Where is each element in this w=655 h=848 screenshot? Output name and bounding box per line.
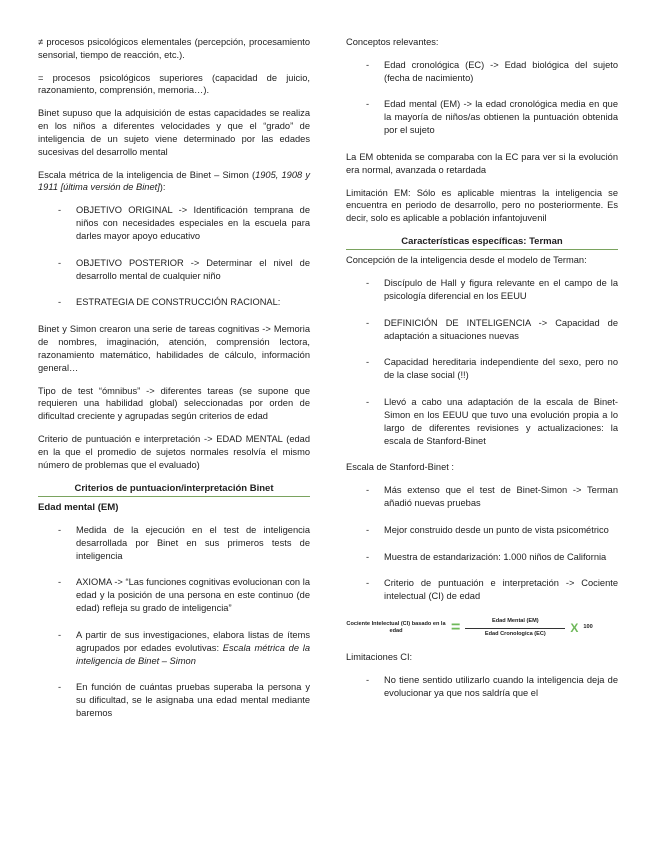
list-item: - No tiene sentido utilizarlo cuando la inteligencia deja de evolucionar ya que nos saldría que el [346, 674, 618, 700]
stanford-binet-list [346, 484, 618, 603]
formula-times-sign: X [570, 620, 579, 635]
paragraph-relevant-concepts: Conceptos relevantes: [346, 37, 439, 47]
list-item: - OBJETIVO ORIGINAL -> Identificación temprana de niños con necesidades especiales en la escuela para darles mayor apoyo educativo [38, 204, 310, 242]
paragraph-stanford-binet: Escala de Stanford-Binet : [346, 462, 455, 473]
list-item: - Llevó a cabo una adaptación de la escala de Binet-Simon en los EEUU que tuvo una evolución propia a lo largo de diferentes revisiones y actualizaciones: la escala de Stanford-Binet [346, 396, 618, 447]
concepts-list [346, 59, 618, 137]
section-heading-terman: Características específicas: Terman [346, 235, 618, 250]
paragraph-terman-conception: Concepción de la inteligencia desde el modelo de Terman: [346, 255, 587, 266]
list-item: - Edad cronológica (EC) -> Edad biológica del sujeto (fecha de nacimiento) [346, 59, 618, 85]
list-item: - AXIOMA -> “Las funciones cognitivas evolucionan con la edad y la posición de una persona en este continuo (de edad) refleja su grado de inteligencia” [38, 576, 310, 614]
paragraph-elementary-processes: ≠ procesos psicológicos elementales (percepción, procesamiento sensorial, tiempo de reacción, etc.). [38, 37, 310, 60]
formula-denominator: Edad Cronologica (EC) [484, 630, 546, 637]
list-item: - OBJETIVO POSTERIOR -> Determinar el nivel de desarrollo mental de cualquier niño [38, 257, 310, 283]
list-item: - DEFINICIÓN DE INTELIGENCIA -> Capacidad de adaptación a situaciones nuevas [346, 317, 618, 343]
paragraph-em-limitation: Limitación EM: Sólo es aplicable mientras la inteligencia se encuentra en periodo de desarrollo, pero no posteriormente. Es decir, solo es aplicable a población infantojuvenil [346, 187, 618, 224]
paragraph-binet-assumption: Binet supuso que la adquisición de estas capacidades se realiza en los niños a diferentes velocidades y que el “grado” de inteligencia de un sujeto viene determinado por las edades sucesivas del desarrollo mental [38, 108, 310, 157]
paragraph-binet-simon-scale: Escala métrica de la inteligencia de Binet – Simon (1905, 1908 y 1911 [última versión de Binet]): [38, 169, 310, 193]
list-item: - Edad mental (EM) -> la edad cronológica media en que la mayoría de niños/as obtienen la puntuación obtenida por el sujeto [346, 98, 618, 136]
left-column [38, 36, 310, 734]
objectives-list [38, 204, 310, 309]
list-item: - En función de cuántas pruebas superaba la persona y su dificultad, se le asignaba una edad mental mediante baremos [38, 681, 310, 719]
list-item: - Medida de la ejecución en el test de inteligencia desarrollada por Binet en sus primeros tests de inteligencia [38, 524, 310, 562]
paragraph-cognitive-tasks: Binet y Simon crearon una serie de tareas cognitivas -> Memoria de nombres, imaginación, atención, comprensión lectora, razonamiento matemático, habilidades de cálculo, información general… [38, 324, 310, 373]
section-heading-binet-criteria: Criterios de puntuacion/interpretación Binet [38, 482, 310, 497]
paragraph-superior-processes: = procesos psicológicos superiores (capacidad de juicio, razonamiento, comprensión, memoria…). [38, 72, 310, 96]
formula-factor: 100 [583, 624, 593, 631]
formula-lhs: Cociente Intelectual (CI) basado en la edad [346, 621, 446, 635]
terman-list [346, 277, 618, 447]
formula-fraction [465, 618, 565, 638]
paragraph-iq-limitations: Limitaciones CI: [346, 652, 413, 663]
list-item: - Más extenso que el test de Binet-Simon -> Terman añadió nuevas pruebas [346, 484, 618, 510]
subheading-mental-age: Edad mental (EM) [38, 501, 119, 513]
list-item: - A partir de sus investigaciones, elabora listas de ítems agrupados por edades evolutivas: Escala métrica de la inteligencia de Binet – Simon [38, 629, 310, 667]
list-item: - ESTRATEGIA DE CONSTRUCCIÓN RACIONAL: [38, 296, 310, 309]
list-item: - Criterio de puntuación e interpretación -> Cociente intelectual (CI) de edad [346, 577, 618, 603]
formula-numerator: Edad Mental (EM) [492, 617, 539, 624]
paragraph-omnibus-test: Tipo de test “ómnibus” -> diferentes tareas (se supone que requieren una habilidad global) seleccionadas por orden de dificultad creciente y agrupadas según criterios de edad [38, 385, 310, 422]
formula-equals-sign: = [451, 619, 461, 637]
list-item: - Discípulo de Hall y figura relevante en el campo de la psicología diferencial en los EEUU [346, 277, 618, 303]
list-item: - Capacidad hereditaria independiente del sexo, pero no de la clase social (!!) [346, 356, 618, 382]
iq-limitations-list [346, 674, 618, 700]
paragraph-em-comparison: La EM obtenida se comparaba con la EC para ver si la evolución era normal, avanzada o retardada [346, 151, 618, 175]
paragraph-scoring-criterion: Criterio de puntuación e interpretación -> EDAD MENTAL (edad en la que el promedio de sujetos normales resolvía el mismo número de problemas que el evaluado) [38, 434, 310, 470]
iq-formula [346, 617, 618, 639]
right-column [346, 36, 618, 714]
mental-age-list [38, 524, 310, 720]
list-item: - Mejor construido desde un punto de vista psicométrico [346, 524, 618, 537]
list-item: - Muestra de estandarización: 1.000 niños de California [346, 551, 618, 564]
